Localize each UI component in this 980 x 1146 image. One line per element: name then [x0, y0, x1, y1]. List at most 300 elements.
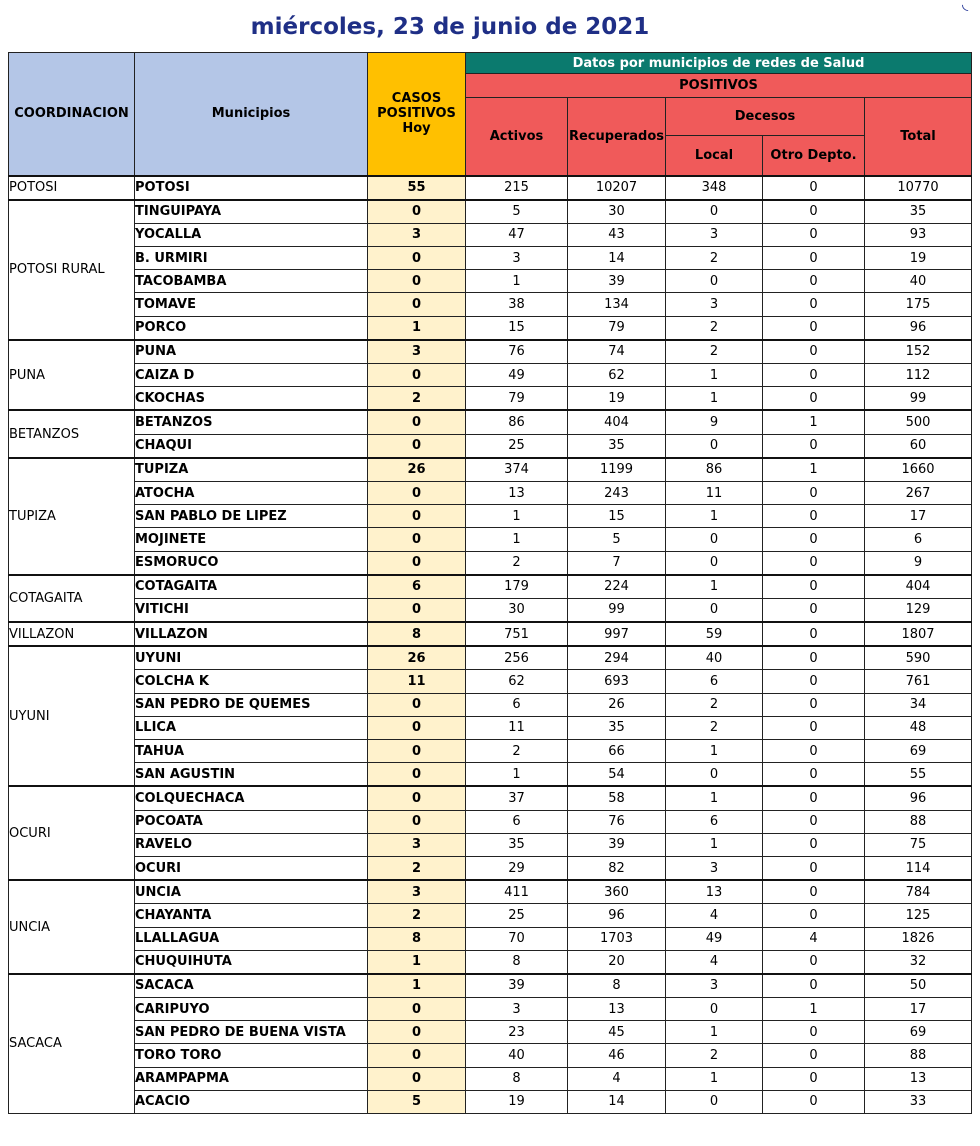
recuperados-cell: 14 — [568, 247, 666, 270]
decesos-local-cell: 6 — [666, 670, 763, 693]
casos-hoy-cell: 2 — [368, 904, 466, 927]
decesos-otro-cell: 0 — [763, 810, 865, 833]
activos-cell: 751 — [466, 622, 568, 646]
municipio-cell: OCURI — [135, 856, 368, 880]
casos-hoy-cell: 0 — [368, 810, 466, 833]
activos-cell: 25 — [466, 434, 568, 458]
table-row — [9, 998, 972, 1021]
casos-hoy-cell: 26 — [368, 458, 466, 482]
municipio-cell: SACACA — [135, 974, 368, 998]
casos-hoy-cell: 0 — [368, 551, 466, 575]
total-cell: 175 — [865, 293, 972, 316]
decesos-otro-cell: 0 — [763, 316, 865, 340]
activos-cell: 40 — [466, 1044, 568, 1067]
table-row — [9, 575, 972, 599]
recuperados-cell: 45 — [568, 1021, 666, 1044]
decesos-otro-cell: 0 — [763, 270, 865, 293]
municipio-cell: TINGUIPAYA — [135, 200, 368, 224]
decesos-otro-cell: 1 — [763, 458, 865, 482]
table-row — [9, 716, 972, 739]
municipio-cell: COLCHA K — [135, 670, 368, 693]
header-datos-redes: Datos por municipios de redes de Salud — [466, 53, 972, 74]
activos-cell: 25 — [466, 904, 568, 927]
table-row — [9, 974, 972, 998]
decesos-local-cell: 1 — [666, 575, 763, 599]
coordinacion-cell: PUNA — [9, 340, 135, 411]
municipio-cell: MOJINETE — [135, 528, 368, 551]
total-cell: 6 — [865, 528, 972, 551]
table-row — [9, 481, 972, 504]
total-cell: 33 — [865, 1090, 972, 1113]
table-row — [9, 763, 972, 787]
decesos-local-cell: 1 — [666, 505, 763, 528]
table-row — [9, 904, 972, 927]
header-positivos: POSITIVOS — [466, 74, 972, 98]
recuperados-cell: 30 — [568, 200, 666, 224]
coordinacion-cell: OCURI — [9, 786, 135, 880]
municipio-cell: TAHUA — [135, 740, 368, 763]
decesos-local-cell: 2 — [666, 1044, 763, 1067]
decesos-otro-cell: 0 — [763, 434, 865, 458]
activos-cell: 3 — [466, 247, 568, 270]
table-row — [9, 1021, 972, 1044]
casos-hoy-cell: 1 — [368, 316, 466, 340]
casos-hoy-cell: 2 — [368, 856, 466, 880]
recuperados-cell: 66 — [568, 740, 666, 763]
decesos-otro-cell: 0 — [763, 622, 865, 646]
recuperados-cell: 96 — [568, 904, 666, 927]
decesos-otro-cell: 0 — [763, 950, 865, 974]
activos-cell: 76 — [466, 340, 568, 364]
recuperados-cell: 224 — [568, 575, 666, 599]
municipio-cell: SAN AGUSTIN — [135, 763, 368, 787]
activos-cell: 374 — [466, 458, 568, 482]
decesos-otro-cell: 0 — [763, 387, 865, 411]
table-row — [9, 786, 972, 810]
casos-hoy-cell: 0 — [368, 270, 466, 293]
decesos-otro-cell: 0 — [763, 833, 865, 856]
casos-hoy-cell: 1 — [368, 950, 466, 974]
municipio-cell: TOMAVE — [135, 293, 368, 316]
casos-hoy-cell: 8 — [368, 622, 466, 646]
total-cell: 93 — [865, 223, 972, 246]
table-row — [9, 434, 972, 458]
activos-cell: 19 — [466, 1090, 568, 1113]
activos-cell: 3 — [466, 998, 568, 1021]
decesos-otro-cell: 0 — [763, 763, 865, 787]
table-row — [9, 1067, 972, 1090]
table-row — [9, 1044, 972, 1067]
decesos-otro-cell: 0 — [763, 293, 865, 316]
decesos-local-cell: 0 — [666, 200, 763, 224]
total-cell: 17 — [865, 505, 972, 528]
header-otro-depto: Otro Depto. — [763, 136, 865, 176]
decesos-otro-cell: 0 — [763, 716, 865, 739]
table-row — [9, 810, 972, 833]
municipio-cell: ARAMPAPMA — [135, 1067, 368, 1090]
recuperados-cell: 243 — [568, 481, 666, 504]
recuperados-cell: 74 — [568, 340, 666, 364]
decesos-local-cell: 348 — [666, 176, 763, 200]
recuperados-cell: 46 — [568, 1044, 666, 1067]
table-row — [9, 176, 972, 200]
recuperados-cell: 1199 — [568, 458, 666, 482]
decesos-local-cell: 0 — [666, 528, 763, 551]
municipio-cell: B. URMIRI — [135, 247, 368, 270]
recuperados-cell: 58 — [568, 786, 666, 810]
municipio-cell: ESMORUCO — [135, 551, 368, 575]
activos-cell: 79 — [466, 387, 568, 411]
decesos-local-cell: 2 — [666, 247, 763, 270]
recuperados-cell: 360 — [568, 880, 666, 904]
municipio-cell: ATOCHA — [135, 481, 368, 504]
municipio-cell: TORO TORO — [135, 1044, 368, 1067]
decesos-local-cell: 3 — [666, 223, 763, 246]
recuperados-cell: 997 — [568, 622, 666, 646]
activos-cell: 1 — [466, 270, 568, 293]
activos-cell: 38 — [466, 293, 568, 316]
table-row — [9, 950, 972, 974]
activos-cell: 11 — [466, 716, 568, 739]
table-row — [9, 693, 972, 716]
decesos-otro-cell: 0 — [763, 904, 865, 927]
recuperados-cell: 26 — [568, 693, 666, 716]
casos-hoy-cell: 0 — [368, 1021, 466, 1044]
recuperados-cell: 39 — [568, 270, 666, 293]
recuperados-cell: 134 — [568, 293, 666, 316]
activos-cell: 30 — [466, 598, 568, 622]
activos-cell: 23 — [466, 1021, 568, 1044]
casos-hoy-cell: 0 — [368, 1067, 466, 1090]
total-cell: 40 — [865, 270, 972, 293]
municipio-cell: TACOBAMBA — [135, 270, 368, 293]
recuperados-cell: 7 — [568, 551, 666, 575]
casos-hoy-cell: 0 — [368, 505, 466, 528]
recuperados-cell: 5 — [568, 528, 666, 551]
decesos-local-cell: 2 — [666, 693, 763, 716]
decesos-otro-cell: 0 — [763, 247, 865, 270]
casos-hoy-cell: 11 — [368, 670, 466, 693]
header-decesos: Decesos — [666, 98, 865, 136]
casos-hoy-cell: 0 — [368, 200, 466, 224]
decesos-local-cell: 1 — [666, 786, 763, 810]
decesos-otro-cell: 0 — [763, 176, 865, 200]
decesos-otro-cell: 0 — [763, 340, 865, 364]
municipio-cell: VILLAZON — [135, 622, 368, 646]
decesos-otro-cell: 0 — [763, 1044, 865, 1067]
municipio-cell: ACACIO — [135, 1090, 368, 1113]
casos-hoy-cell: 0 — [368, 998, 466, 1021]
total-cell: 69 — [865, 1021, 972, 1044]
municipio-cell: CHUQUIHUTA — [135, 950, 368, 974]
decesos-local-cell: 3 — [666, 293, 763, 316]
decesos-otro-cell: 0 — [763, 200, 865, 224]
decesos-local-cell: 0 — [666, 551, 763, 575]
total-cell: 125 — [865, 904, 972, 927]
coordinacion-cell: TUPIZA — [9, 458, 135, 575]
activos-cell: 1 — [466, 505, 568, 528]
table-row — [9, 247, 972, 270]
total-cell: 784 — [865, 880, 972, 904]
activos-cell: 49 — [466, 364, 568, 387]
table-row — [9, 927, 972, 950]
table-row — [9, 856, 972, 880]
coordinacion-cell: VILLAZON — [9, 622, 135, 646]
total-cell: 17 — [865, 998, 972, 1021]
decesos-local-cell: 0 — [666, 270, 763, 293]
table-row — [9, 316, 972, 340]
recuperados-cell: 35 — [568, 716, 666, 739]
total-cell: 96 — [865, 786, 972, 810]
decesos-otro-cell: 0 — [763, 1021, 865, 1044]
table-row — [9, 646, 972, 670]
total-cell: 1807 — [865, 622, 972, 646]
total-cell: 88 — [865, 810, 972, 833]
header-total: Total — [865, 98, 972, 176]
decesos-otro-cell: 0 — [763, 646, 865, 670]
table-row — [9, 458, 972, 482]
decesos-local-cell: 3 — [666, 974, 763, 998]
table-row — [9, 340, 972, 364]
municipio-cell: SAN PEDRO DE BUENA VISTA — [135, 1021, 368, 1044]
recuperados-cell: 13 — [568, 998, 666, 1021]
recuperados-cell: 10207 — [568, 176, 666, 200]
total-cell: 404 — [865, 575, 972, 599]
decesos-local-cell: 49 — [666, 927, 763, 950]
corner-mark: ◟ — [962, 0, 969, 13]
header-local: Local — [666, 136, 763, 176]
decesos-local-cell: 6 — [666, 810, 763, 833]
coordinacion-cell: BETANZOS — [9, 410, 135, 457]
activos-cell: 62 — [466, 670, 568, 693]
total-cell: 19 — [865, 247, 972, 270]
casos-hoy-cell: 0 — [368, 763, 466, 787]
total-cell: 48 — [865, 716, 972, 739]
casos-hoy-cell: 3 — [368, 880, 466, 904]
header-casos-hoy: CASOS POSITIVOS Hoy — [368, 53, 466, 176]
recuperados-cell: 82 — [568, 856, 666, 880]
municipio-cell: CHAQUI — [135, 434, 368, 458]
municipio-cell: SAN PABLO DE LIPEZ — [135, 505, 368, 528]
decesos-otro-cell: 0 — [763, 693, 865, 716]
decesos-otro-cell: 4 — [763, 927, 865, 950]
municipio-cell: COTAGAITA — [135, 575, 368, 599]
total-cell: 60 — [865, 434, 972, 458]
activos-cell: 2 — [466, 551, 568, 575]
table-body — [9, 176, 972, 1114]
total-cell: 114 — [865, 856, 972, 880]
decesos-local-cell: 2 — [666, 716, 763, 739]
activos-cell: 86 — [466, 410, 568, 434]
municipio-cell: PUNA — [135, 340, 368, 364]
municipio-cell: CHAYANTA — [135, 904, 368, 927]
casos-hoy-cell: 0 — [368, 693, 466, 716]
casos-hoy-cell: 3 — [368, 833, 466, 856]
decesos-otro-cell: 0 — [763, 1067, 865, 1090]
total-cell: 35 — [865, 200, 972, 224]
decesos-otro-cell: 0 — [763, 1090, 865, 1113]
table-row — [9, 410, 972, 434]
municipio-cell: POCOATA — [135, 810, 368, 833]
decesos-otro-cell: 1 — [763, 998, 865, 1021]
casos-hoy-cell: 3 — [368, 340, 466, 364]
header-recuperados: Recuperados — [568, 98, 666, 176]
decesos-otro-cell: 0 — [763, 223, 865, 246]
casos-hoy-cell: 0 — [368, 410, 466, 434]
municipio-cell: COLQUECHACA — [135, 786, 368, 810]
municipio-cell: CKOCHAS — [135, 387, 368, 411]
total-cell: 112 — [865, 364, 972, 387]
table-row — [9, 833, 972, 856]
municipio-cell: RAVELO — [135, 833, 368, 856]
activos-cell: 47 — [466, 223, 568, 246]
report-date-title: miércoles, 23 de junio de 2021 — [250, 14, 650, 40]
decesos-local-cell: 0 — [666, 434, 763, 458]
activos-cell: 215 — [466, 176, 568, 200]
recuperados-cell: 20 — [568, 950, 666, 974]
recuperados-cell: 15 — [568, 505, 666, 528]
activos-cell: 179 — [466, 575, 568, 599]
decesos-otro-cell: 0 — [763, 528, 865, 551]
decesos-otro-cell: 0 — [763, 505, 865, 528]
activos-cell: 411 — [466, 880, 568, 904]
total-cell: 500 — [865, 410, 972, 434]
decesos-otro-cell: 0 — [763, 551, 865, 575]
recuperados-cell: 294 — [568, 646, 666, 670]
casos-hoy-cell: 0 — [368, 247, 466, 270]
activos-cell: 1 — [466, 763, 568, 787]
recuperados-cell: 76 — [568, 810, 666, 833]
coordinacion-cell: POTOSI RURAL — [9, 200, 135, 340]
casos-hoy-cell: 0 — [368, 1044, 466, 1067]
table-row — [9, 387, 972, 411]
decesos-local-cell: 1 — [666, 833, 763, 856]
decesos-local-cell: 4 — [666, 950, 763, 974]
decesos-otro-cell: 0 — [763, 740, 865, 763]
decesos-local-cell: 1 — [666, 740, 763, 763]
total-cell: 69 — [865, 740, 972, 763]
total-cell: 32 — [865, 950, 972, 974]
total-cell: 50 — [865, 974, 972, 998]
activos-cell: 256 — [466, 646, 568, 670]
casos-hoy-cell: 5 — [368, 1090, 466, 1113]
table-row — [9, 223, 972, 246]
recuperados-cell: 99 — [568, 598, 666, 622]
recuperados-cell: 54 — [568, 763, 666, 787]
decesos-otro-cell: 0 — [763, 856, 865, 880]
municipio-cell: BETANZOS — [135, 410, 368, 434]
decesos-otro-cell: 0 — [763, 974, 865, 998]
municipio-cell: POTOSI — [135, 176, 368, 200]
decesos-local-cell: 3 — [666, 856, 763, 880]
recuperados-cell: 8 — [568, 974, 666, 998]
table-row — [9, 293, 972, 316]
activos-cell: 37 — [466, 786, 568, 810]
recuperados-cell: 4 — [568, 1067, 666, 1090]
municipio-cell: YOCALLA — [135, 223, 368, 246]
casos-hoy-cell: 0 — [368, 740, 466, 763]
casos-hoy-cell: 8 — [368, 927, 466, 950]
table-row — [9, 200, 972, 224]
table-row — [9, 880, 972, 904]
casos-hoy-cell: 55 — [368, 176, 466, 200]
recuperados-cell: 35 — [568, 434, 666, 458]
municipio-cell: CARIPUYO — [135, 998, 368, 1021]
total-cell: 267 — [865, 481, 972, 504]
decesos-local-cell: 86 — [666, 458, 763, 482]
header-coordinacion: COORDINACION — [9, 53, 135, 176]
municipal-cases-table — [8, 52, 972, 1114]
municipio-cell: TUPIZA — [135, 458, 368, 482]
decesos-local-cell: 59 — [666, 622, 763, 646]
decesos-local-cell: 0 — [666, 598, 763, 622]
activos-cell: 29 — [466, 856, 568, 880]
casos-hoy-cell: 0 — [368, 716, 466, 739]
total-cell: 55 — [865, 763, 972, 787]
activos-cell: 8 — [466, 950, 568, 974]
municipio-cell: LLALLAGUA — [135, 927, 368, 950]
coordinacion-cell: COTAGAITA — [9, 575, 135, 622]
decesos-otro-cell: 0 — [763, 364, 865, 387]
decesos-otro-cell: 0 — [763, 481, 865, 504]
total-cell: 96 — [865, 316, 972, 340]
decesos-local-cell: 2 — [666, 316, 763, 340]
recuperados-cell: 1703 — [568, 927, 666, 950]
municipio-cell: LLICA — [135, 716, 368, 739]
casos-hoy-cell: 0 — [368, 481, 466, 504]
decesos-local-cell: 40 — [666, 646, 763, 670]
municipio-cell: UNCIA — [135, 880, 368, 904]
table-row — [9, 270, 972, 293]
recuperados-cell: 79 — [568, 316, 666, 340]
decesos-otro-cell: 0 — [763, 598, 865, 622]
table-row — [9, 740, 972, 763]
coordinacion-cell: UYUNI — [9, 646, 135, 786]
table-row — [9, 1090, 972, 1113]
decesos-otro-cell: 0 — [763, 880, 865, 904]
total-cell: 9 — [865, 551, 972, 575]
activos-cell: 8 — [466, 1067, 568, 1090]
recuperados-cell: 39 — [568, 833, 666, 856]
activos-cell: 35 — [466, 833, 568, 856]
recuperados-cell: 14 — [568, 1090, 666, 1113]
municipio-cell: CAIZA D — [135, 364, 368, 387]
total-cell: 1826 — [865, 927, 972, 950]
decesos-local-cell: 2 — [666, 340, 763, 364]
decesos-local-cell: 11 — [666, 481, 763, 504]
casos-hoy-cell: 0 — [368, 434, 466, 458]
decesos-local-cell: 0 — [666, 1090, 763, 1113]
total-cell: 590 — [865, 646, 972, 670]
total-cell: 88 — [865, 1044, 972, 1067]
table-row — [9, 505, 972, 528]
coordinacion-cell: SACACA — [9, 974, 135, 1114]
casos-hoy-cell: 26 — [368, 646, 466, 670]
total-cell: 75 — [865, 833, 972, 856]
decesos-local-cell: 4 — [666, 904, 763, 927]
coordinacion-cell: POTOSI — [9, 176, 135, 200]
casos-hoy-cell: 1 — [368, 974, 466, 998]
activos-cell: 15 — [466, 316, 568, 340]
table-row — [9, 528, 972, 551]
table-row — [9, 598, 972, 622]
decesos-local-cell: 1 — [666, 387, 763, 411]
decesos-local-cell: 1 — [666, 1021, 763, 1044]
recuperados-cell: 19 — [568, 387, 666, 411]
municipio-cell: SAN PEDRO DE QUEMES — [135, 693, 368, 716]
recuperados-cell: 693 — [568, 670, 666, 693]
activos-cell: 2 — [466, 740, 568, 763]
